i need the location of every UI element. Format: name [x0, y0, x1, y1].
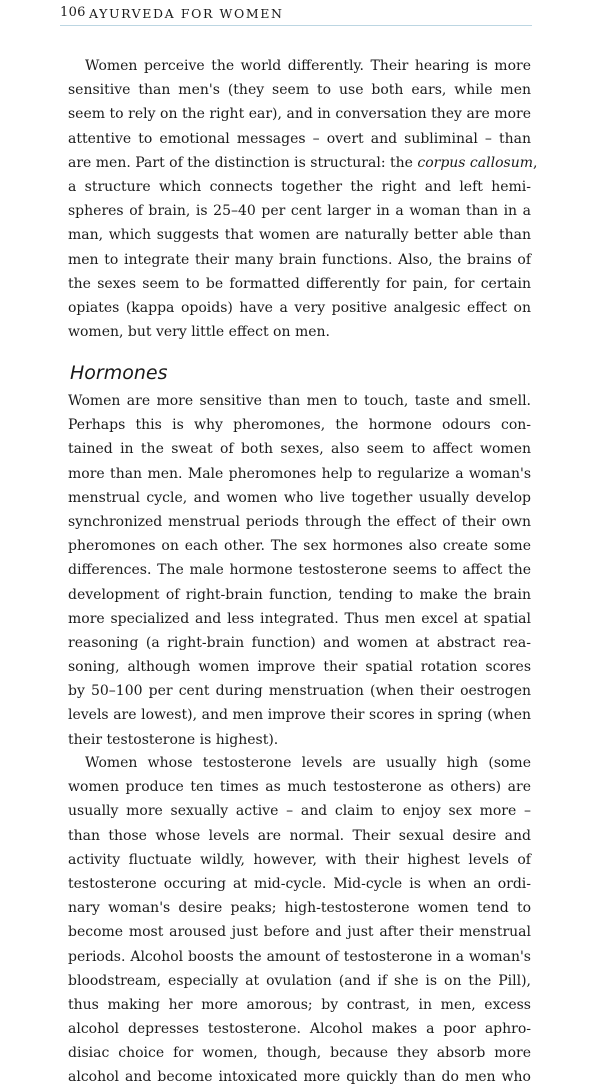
text-line: women, but very little effect on men.	[68, 324, 330, 341]
text-line: synchronized menstrual periods through the effect of their own	[68, 513, 531, 530]
text-line: periods. Alcohol boosts the amount of testosterone in a woman's	[68, 948, 531, 965]
text-line: man, which suggests that women are naturally better able than	[68, 227, 531, 244]
text-line: men to integrate their many brain functions. Also, the brains of	[68, 251, 531, 268]
text-line: soning, although women improve their spatial rotation scores	[68, 659, 531, 676]
latin-term: corpus callosum	[417, 154, 533, 171]
running-header	[60, 3, 532, 26]
text-line: the sexes seem to be formatted differently for pain, for certain	[68, 275, 531, 292]
text-line: disiac choice for women, though, because they absorb more	[68, 1045, 531, 1062]
text-line: development of right-brain function, tending to make the brain	[68, 586, 531, 603]
text-line: more specialized and less integrated. Thus men excel at spatial	[68, 610, 531, 627]
text-line: Perhaps this is why pheromones, the hormone odours con-	[68, 417, 531, 434]
paragraph-1	[68, 54, 538, 344]
text-line: their testosterone is highest).	[68, 731, 279, 748]
text-line: levels are lowest), and men improve their scores in spring (when	[68, 707, 531, 724]
text-line: reasoning (a right-brain function) and women at abstract rea-	[68, 634, 531, 651]
text-line: attentive to emotional messages – overt and subliminal – than	[68, 130, 531, 147]
page-number: 106	[60, 5, 86, 20]
text-line: a structure which connects together the right and left hemi-	[68, 178, 531, 195]
text-line: testosterone occuring at mid-cycle. Mid-cycle is when an ordi-	[68, 875, 531, 892]
text-line: pheromones on each other. The sex hormones also create some	[68, 538, 531, 555]
paragraph-3	[68, 751, 531, 1090]
text-line: differences. The male hormone testosterone seems to affect the	[68, 562, 531, 579]
text-line: opiates (kappa opoids) have a very positive analgesic effect on	[68, 299, 531, 316]
running-title: AYURVEDA FOR WOMEN	[89, 6, 284, 21]
text-line: women produce ten times as much testosterone as others) are	[68, 779, 531, 796]
text-line: alcohol and become intoxicated more quickly than do men who	[68, 1069, 531, 1086]
text-line: bloodstream, especially at ovulation (and if she is on the Pill),	[68, 972, 531, 989]
text-line: spheres of brain, is 25–40 per cent larger in a woman than in a	[68, 203, 531, 220]
section-heading: Hormones	[70, 362, 168, 384]
text-line: thus making her more amorous; by contrast, in men, excess	[68, 996, 531, 1013]
text-line: are men. Part of the distinction is structural: the corpus callosum,	[68, 154, 538, 171]
paragraph-2	[68, 389, 531, 752]
text-line: sensitive than men's (they seem to use both ears, while men	[68, 82, 531, 99]
text-line: nary woman's desire peaks; high-testosterone women tend to	[68, 900, 531, 917]
text-line: Women perceive the world differently. Their hearing is more	[85, 58, 531, 74]
text-line: menstrual cycle, and women who live together usually develop	[68, 489, 531, 506]
text-line: seem to rely on the right ear), and in conversation they are more	[68, 106, 531, 123]
text-line: more than men. Male pheromones help to regularize a woman's	[68, 465, 531, 482]
text-line: become most aroused just before and just after their menstrual	[68, 924, 531, 941]
text-line: Women are more sensitive than men to touch, taste and smell.	[68, 393, 531, 409]
text-line: alcohol depresses testosterone. Alcohol makes a poor aphro-	[68, 1021, 531, 1038]
text-line: than those whose levels are normal. Their sexual desire and	[68, 827, 531, 844]
text-line: tained in the sweat of both sexes, also seem to affect women	[68, 441, 531, 458]
text-line: by 50–100 per cent during menstruation (when their oestrogen	[68, 683, 531, 700]
text-line: Women whose testosterone levels are usually high (some	[85, 755, 531, 771]
text-line: usually more sexually active – and claim to enjoy sex more –	[68, 803, 531, 820]
text-line: activity fluctuate wildly, however, with their highest levels of	[68, 851, 531, 868]
